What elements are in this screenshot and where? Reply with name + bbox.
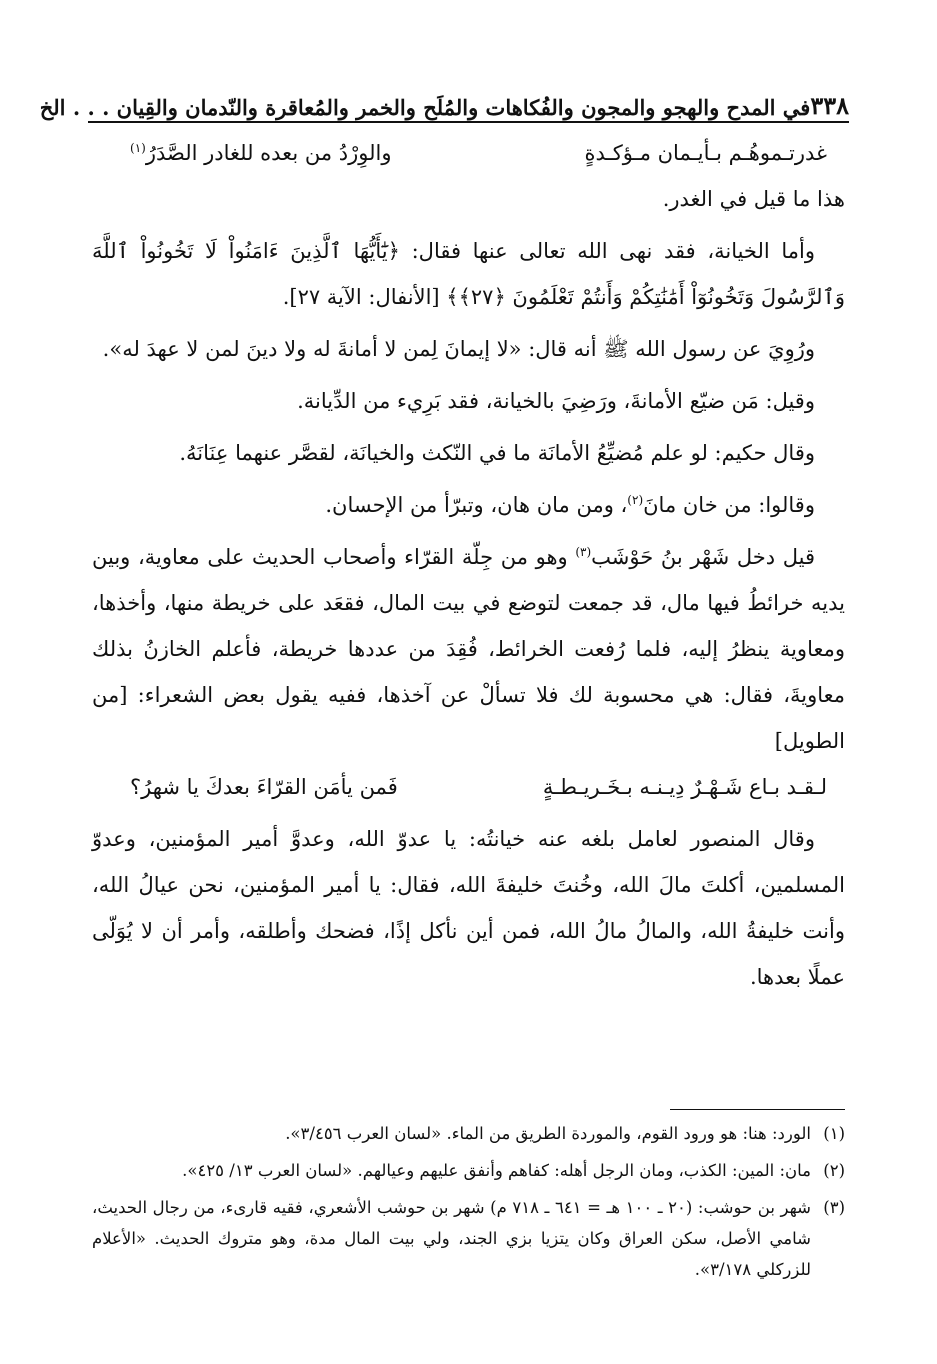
page-number: ٣٣٨ xyxy=(810,91,849,120)
footnote-text: مان: المين: الكذب، ومان الرجل أهله: كفاهم وأنفق عليهم وعيالهم. «لسان العرب ١٣/ ٤٢٥». xyxy=(182,1161,811,1180)
paragraph-proverb: وقالوا: من خان مانَ$^{(٢)}$، ومن مان هان، وتبرّأ من الإحسان. xyxy=(325,493,815,517)
running-title: في المدح والهجو والمجون والفُكاهات والمُلَح والخمر والمُعاقرة والنّدمان والقِيان . . . الخ xyxy=(39,95,811,120)
footnote-mark: (١) xyxy=(823,1124,845,1143)
header-rule xyxy=(88,121,849,123)
footnote-text: الورد: هنا: هو ورود القوم، والموردة الطريق من الماء. «لسان العرب ٣/٤٥٦». xyxy=(285,1124,811,1143)
verse-line-1 xyxy=(92,130,845,176)
paragraph-shahr-story: قيل دخل شَهْر بنُ حَوْشَب$^{(٣)}$ وهو من جِلّة القرّاء وأصحاب الحديث على معاوية، وبين يديه خرائطُ فيها مال، قد جمعت لتوضع في بيت المال، فقعَد على خريطة منها، وأخذها، ومعاوية ينظرُ إليه، فلما رُفعت الخرائط، فُقِدَ من عددها خريطة، فأعلم الخازنُ بذلك معاويةَ، فقال: هي محسوبة لك فلا تسألْ عن آخذها، ففيه يقول بعض الشعراء: [من الطويل] xyxy=(92,545,845,753)
paragraph-saying: وقيل: مَن ضيّع الأمانةَ، ورَضِيَ بالخيانة، فقد بَرِيء من الدِّيانة. xyxy=(297,389,815,413)
footnote-3 xyxy=(92,1192,845,1285)
footnote-mark: (٢) xyxy=(823,1161,845,1180)
paragraph-mansur: وقال المنصور لعامل بلغه عنه خيانتُه: يا عدوّ الله، وعدوَّ أمير المؤمنين، وعدوّ المسلمين، أكلتَ مالَ الله، وخُنتَ خليفةَ الله، فقال: يا أمير المؤمنين، نحن عيالُ الله، وأنت خليفةُ الله، والمالُ مالُ الله، فمن أين نأكل إذًا، فضحك وأطلقه، وأمر أن لا يُوَلّى عملًا بعدها. xyxy=(92,827,845,989)
footnote-2 xyxy=(92,1155,845,1186)
footnote-ref-2: (٢) xyxy=(627,493,644,507)
footnote-ref-3: (٣) xyxy=(575,545,592,559)
footnote-separator xyxy=(670,1109,845,1110)
footnote-1 xyxy=(92,1118,845,1149)
footnote-ref-1: (١) xyxy=(130,141,146,155)
paragraph-wise-man: وقال حكيم: لو علم مُضيِّعُ الأمانَة ما في النّكث والخيانَة، لقصَّر عنهما عِنَانَهُ. xyxy=(179,441,815,465)
footnote-mark: (٣) xyxy=(823,1198,845,1217)
verse-2-hemistich-right: لـقـد بـاع شَـهْـرٌ دِيـنـه بـخَـريـطـةٍ xyxy=(542,775,827,799)
main-text xyxy=(92,130,845,1000)
verse-1-hemistich-left: والوِرْدُ من بعده للغادر الصَّدَرُ$^{(١)}$ xyxy=(130,141,392,165)
paragraph-quran-verse: وأما الخيانة، فقد نهى الله تعالى عنها فقال: ﴿يَٰٓأَيُّهَا ٱلَّذِينَ ءَامَنُواْ لَا تَخُونُواْ ٱللَّهَ وَٱلرَّسُولَ وَتَخُونُوٓاْ أَمَٰنَٰتِكُمْ وَأَنتُمْ تَعْلَمُونَ ﴿٢٧﴾﴾ [الأنفال: الآية ٢٧]. xyxy=(92,239,845,309)
verse-line-2 xyxy=(92,764,845,810)
paragraph-hadith: ورُوِيَ عن رسول الله ﷺ أنه قال: «لا إيمانَ لِمن لا أمانةَ له ولا دينَ لمن لا عهدَ له». xyxy=(102,337,815,361)
running-header xyxy=(39,72,849,120)
paragraph-betrayal-summary: هذا ما قيل في الغدر. xyxy=(662,187,845,211)
footnotes xyxy=(92,1118,845,1291)
footnote-text: شهر بن حوشب: (٢٠ ـ ١٠٠ هـ = ٦٤١ ـ ٧١٨ م) شهر بن حوشب الأشعري، فقيه قارىء، من رجال الحديث، شامي الأصل، سكن العراق وكان يتزيا بزي الجند، ولي بيت المال مدة، وهو متروك الحديث. «الأعلام للزركلي ٣/١٧٨». xyxy=(92,1198,812,1279)
verse-1-hemistich-right: غدرتـموهُـم بـأيـمان مـؤكـدةٍ xyxy=(584,141,827,165)
verse-2-hemistich-left: فَمن يأمَن القرّاءَ بعدكَ يا شهرُ؟ xyxy=(130,775,398,799)
